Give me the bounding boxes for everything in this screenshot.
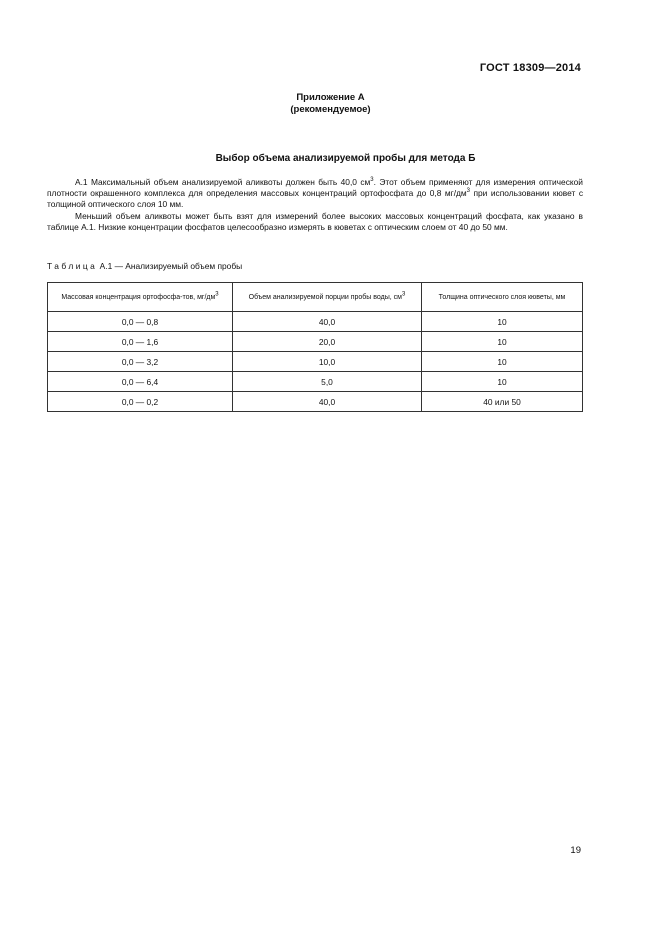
table-caption-word: Таблица — [47, 261, 98, 271]
cell-thickness: 10 — [422, 352, 583, 372]
header-volume: Объем анализируемой порции пробы воды, $см^3$ — [233, 283, 422, 312]
table-caption — [47, 261, 242, 271]
body-text — [47, 177, 583, 233]
paragraph-1 — [47, 177, 583, 211]
paragraph-2: Меньший объем аликвоты может быть взят для измерений более высоких массовых концентраций фосфата, как указано в таблице А.1. Низкие концентрации фосфатов целесообразно измерять в кюветах с оптическим слоем от 40 до 50 мм. — [47, 210, 583, 232]
appendix-status: (рекомендуемое) — [290, 104, 371, 115]
p1-part-b: . Этот объем применяют для измерения оптической плотности окрашенного комплекса для определения массовых концентраций ортофосфата до 0,8 мг/дм — [47, 177, 583, 199]
cell-concentration: 0,0 — 0,8 — [48, 312, 233, 332]
header-concentration: Массовая концентрация ортофосфа-тов, $мг/дм^3$ — [48, 283, 233, 312]
cell-concentration: 0,0 — 1,6 — [48, 332, 233, 352]
cell-thickness: 10 — [422, 312, 583, 332]
header-thickness: Толщина оптического слоя кюветы, мм — [422, 283, 583, 312]
table-caption-text: А.1 — Анализируемый объем пробы — [97, 261, 243, 271]
table-row — [48, 332, 583, 352]
cell-volume: 10,0 — [233, 352, 422, 372]
document-header: ГОСТ 18309—2014 — [479, 62, 581, 74]
sample-volume-table — [47, 282, 583, 412]
table-row — [48, 392, 583, 412]
cell-volume: 5,0 — [233, 372, 422, 392]
cell-thickness: 10 — [422, 372, 583, 392]
p1-sup-1: 3 — [370, 177, 374, 184]
cell-volume: 20,0 — [233, 332, 422, 352]
cell-thickness: 10 — [422, 332, 583, 352]
cell-thickness: 40 или 50 — [422, 392, 583, 412]
cell-concentration: 0,0 — 6,4 — [48, 372, 233, 392]
page-number: 19 — [570, 845, 581, 856]
cell-volume: 40,0 — [233, 392, 422, 412]
appendix-heading — [0, 92, 661, 116]
section-title: Выбор объема анализируемой пробы для метода Б — [215, 153, 476, 164]
table-header-row — [48, 283, 583, 312]
table-row — [48, 312, 583, 332]
p1-part-a: А.1 Максимальный объем анализируемой аликвоты должен быть 40,0 см — [75, 177, 371, 187]
table-row — [48, 352, 583, 372]
p1-part-c: при использовании кювет с толщиной оптического слоя 10 мм. — [47, 188, 584, 210]
cell-volume: 40,0 — [233, 312, 422, 332]
cell-concentration: 0,0 — 0,2 — [48, 392, 233, 412]
p1-sup-2: 3 — [466, 188, 471, 195]
table-row — [48, 372, 583, 392]
appendix-label: Приложение А — [296, 92, 365, 103]
cell-concentration: 0,0 — 3,2 — [48, 352, 233, 372]
